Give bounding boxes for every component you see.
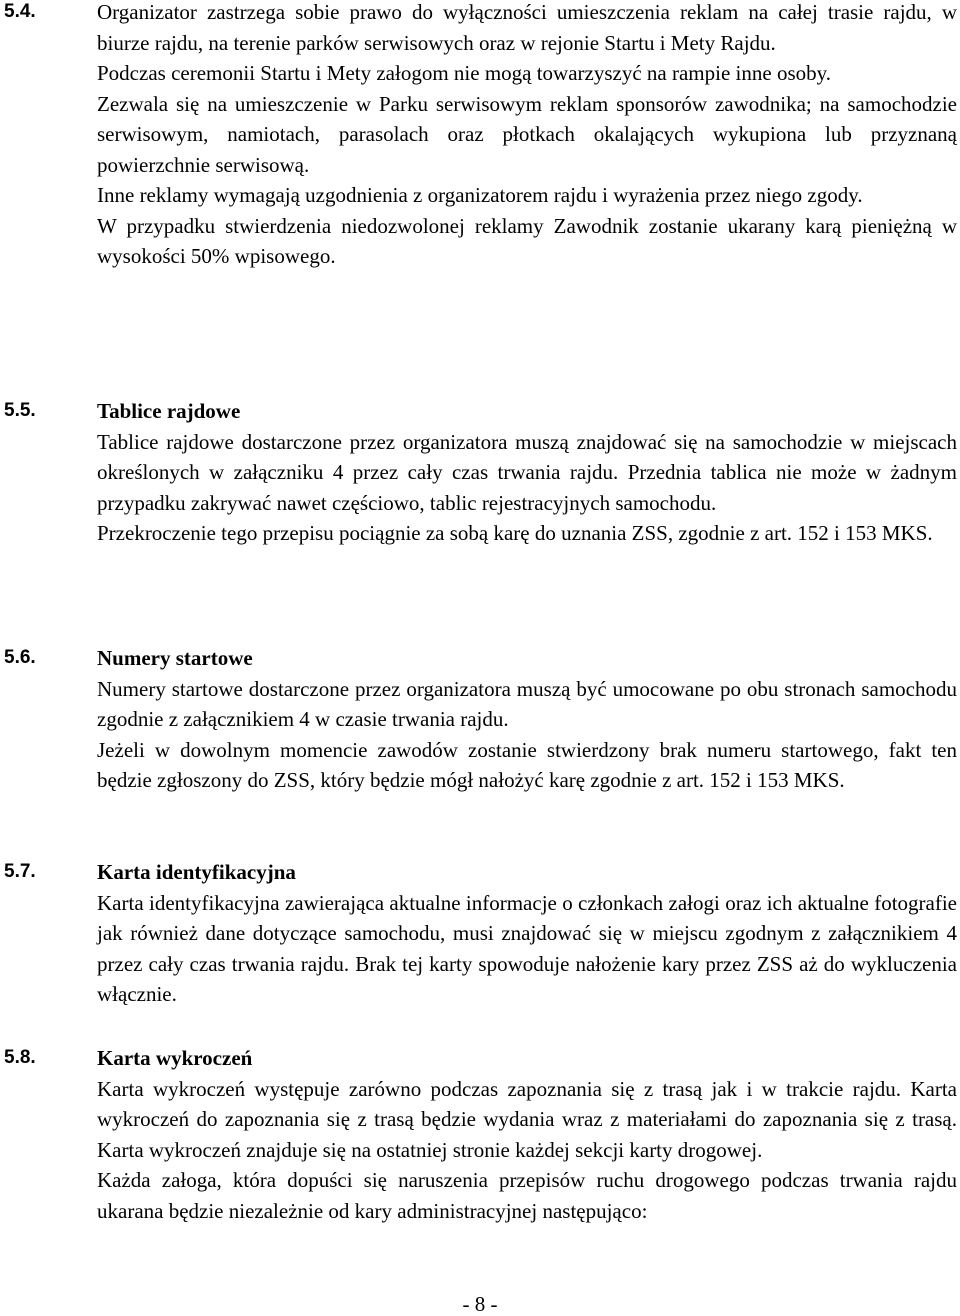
- paragraph: Podczas ceremonii Startu i Mety załogom nie mogą towarzyszyć na rampie inne osoby.: [97, 61, 832, 85]
- paragraph: Przekroczenie tego przepisu pociągnie za sobą karę do uznania ZSS, zgodnie z art. 152 i 153 MKS.: [97, 521, 933, 545]
- section-5-7: [0, 857, 960, 1010]
- section-5-4: [0, 0, 960, 272]
- section-heading: Tablice rajdowe: [97, 399, 241, 423]
- paragraph: Jeżeli w dowolnym momencie zawodów zostanie stwierdzony brak numeru startowego, fakt ten będzie zgłoszony do ZSS, który będzie mógł nałożyć karę zgodnie z art. 152 i 153 MKS.: [97, 737, 957, 792]
- section-number: 5.6.: [4, 647, 36, 668]
- section-5-8: [0, 1043, 960, 1226]
- paragraph: Karta identyfikacyjna zawierająca aktualne informacje o członkach załogi oraz ich aktualne fotografie jak również dane dotyczące samochodu, musi znajdować się w miejscu zgodnym z załącznikiem 4 przez cały czas trwania rajdu. Brak tej karty spowoduje nałożenie kary przez ZSS aż do wykluczenia włącznie.: [97, 890, 957, 1006]
- paragraph: Karta wykroczeń występuje zarówno podczas zapoznania się z trasą jak i w trakcie rajdu. Karta wykroczeń do zapoznania się z trasą będzie wydania wraz z materiałami do zapoznania się z trasą. Karta wykroczeń znajduje się na ostatniej stronie każdej sekcji karty drogowej.: [97, 1076, 957, 1162]
- section-5-6: [0, 643, 960, 796]
- page-number: - 8 -: [462, 1292, 498, 1316]
- section-heading: Numery startowe: [97, 646, 253, 670]
- section-number: 5.7.: [4, 861, 36, 882]
- paragraph: Inne reklamy wymagają uzgodnienia z organizatorem rajdu i wyrażenia przez niego zgody.: [97, 183, 863, 207]
- section-number: 5.5.: [4, 400, 36, 421]
- section-number: 5.4.: [4, 1, 36, 22]
- section-heading: Karta identyfikacyjna: [97, 860, 296, 884]
- section-5-5: [0, 396, 960, 549]
- section-heading: Karta wykroczeń: [97, 1046, 253, 1070]
- section-number: 5.8.: [4, 1047, 36, 1068]
- paragraph: Tablice rajdowe dostarczone przez organizatora muszą znajdować się na samochodzie w miejscach określonych w załączniku 4 przez cały czas trwania rajdu. Przednia tablica nie może w żadnym przypadku zakrywać nawet częściowo, tablic rejestracyjnych samochodu.: [97, 429, 957, 515]
- paragraph: Każda załoga, która dopuści się naruszenia przepisów ruchu drogowego podczas trwania rajdu ukarana będzie niezależnie od kary administracyjnej następująco:: [97, 1168, 957, 1223]
- paragraph: Numery startowe dostarczone przez organizatora muszą być umocowane po obu stronach samochodu zgodnie z załącznikiem 4 w czasie trwania rajdu.: [97, 676, 957, 731]
- paragraph: W przypadku stwierdzenia niedozwolonej reklamy Zawodnik zostanie ukarany karą pieniężną w wysokości 50% wpisowego.: [97, 213, 957, 268]
- paragraph: Organizator zastrzega sobie prawo do wyłączności umieszczenia reklam na całej trasie rajdu, w biurze rajdu, na terenie parków serwisowych oraz w rejonie Startu i Mety Rajdu.: [97, 0, 957, 55]
- paragraph: Zezwala się na umieszczenie w Parku serwisowym reklam sponsorów zawodnika; na samochodzie serwisowym, namiotach, parasolach oraz płotkach okalających wykupiona lub przyznaną powierzchnie serwisową.: [97, 91, 957, 177]
